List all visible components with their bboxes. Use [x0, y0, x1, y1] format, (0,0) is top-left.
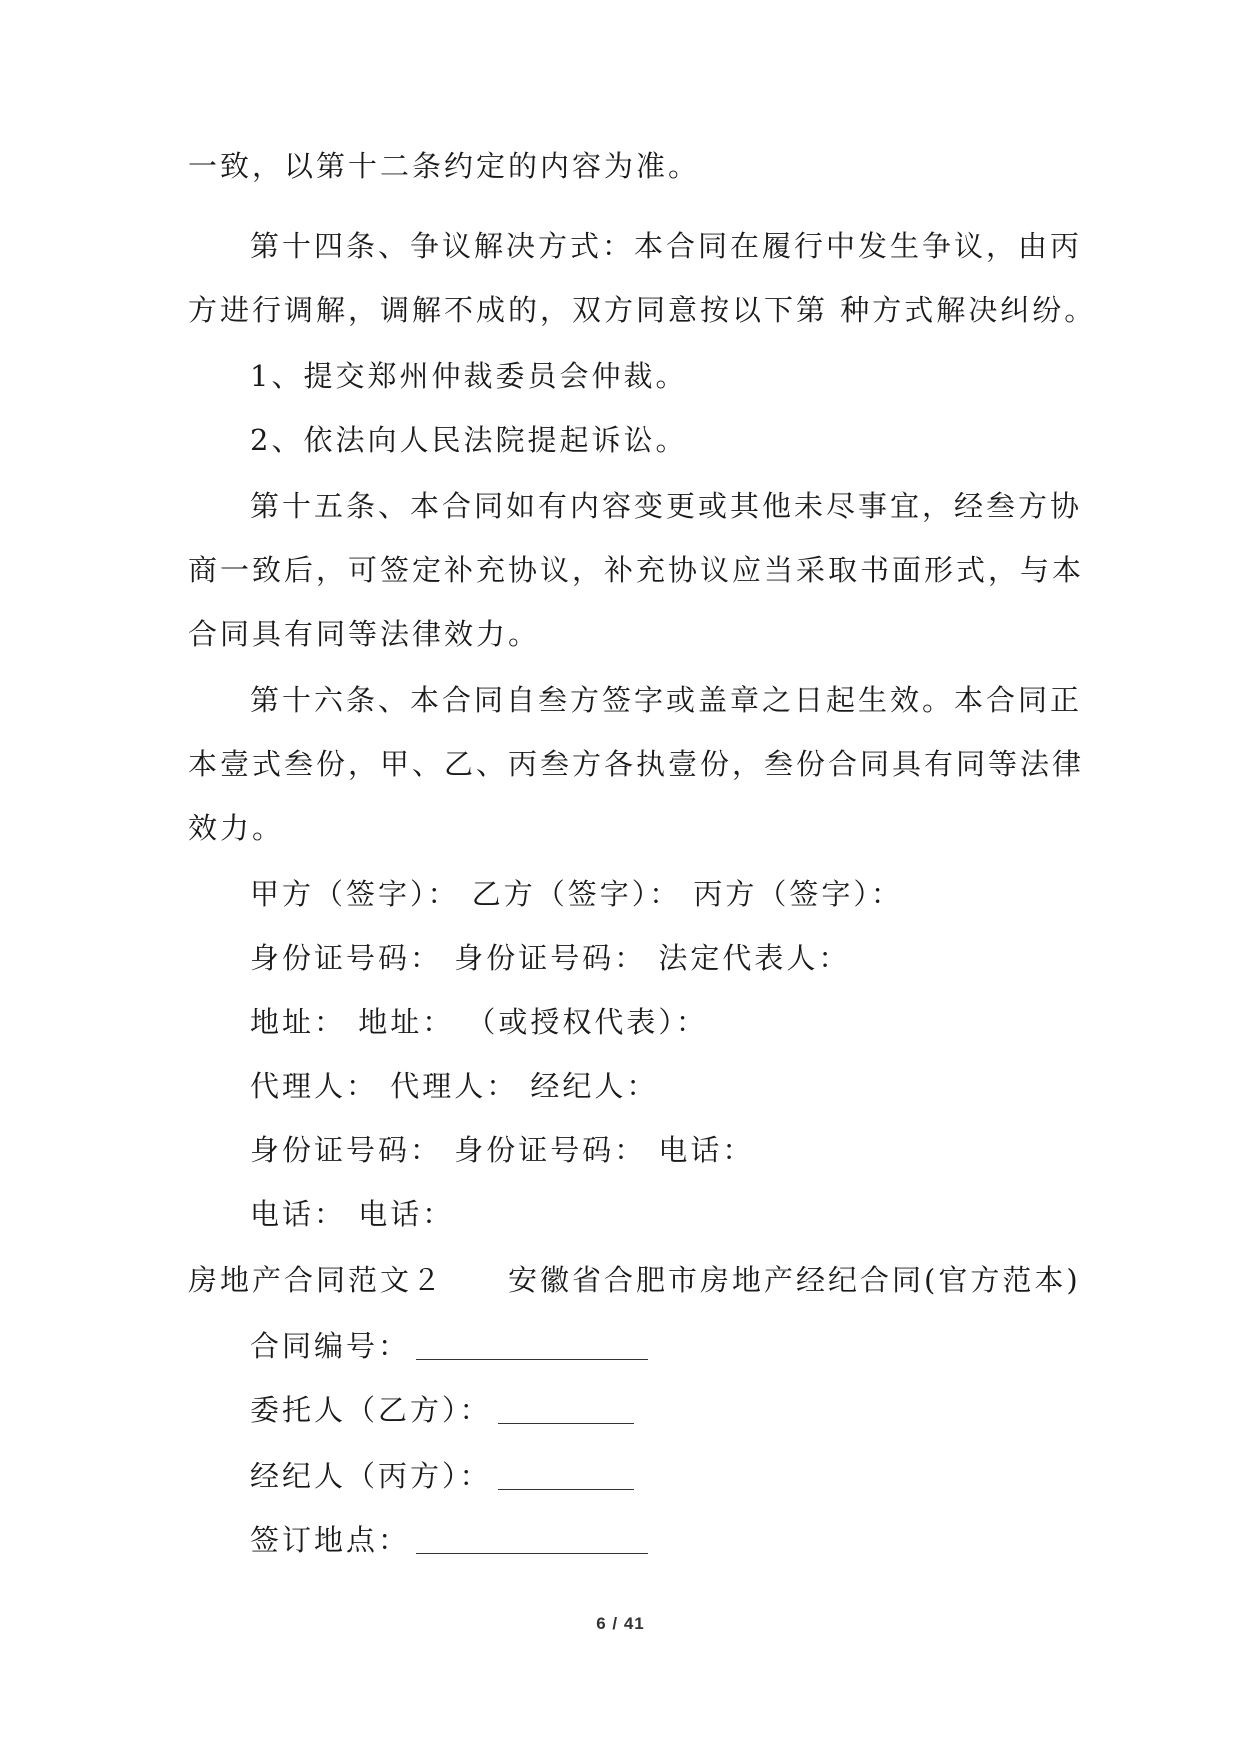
- article-14-heading: 第十四条、争议解决方式：本合同在履行中发生争议，由丙: [250, 229, 1083, 263]
- option-2: 2、依法向人民法院提起诉讼。: [250, 423, 688, 457]
- option-1: 1、提交郑州仲裁委员会仲裁。: [250, 359, 688, 393]
- form-field-client: [250, 1390, 634, 1430]
- signature-line: 身份证号码： 身份证号码： 法定代表人：: [250, 941, 851, 975]
- article-16-heading: 第十六条、本合同自叁方签字或盖章之日起生效。本合同正: [250, 683, 1083, 717]
- paragraph-line: 合同具有同等法律效力。: [188, 617, 541, 651]
- article-15-heading: 第十五条、本合同如有内容变更或其他未尽事宜，经叁方协: [250, 489, 1083, 523]
- signature-line: 地址： 地址： （或授权代表）：: [250, 1005, 708, 1039]
- field-label: 经纪人（丙方）：: [250, 1459, 492, 1493]
- field-label: 合同编号：: [250, 1329, 411, 1363]
- blank-line: [416, 1525, 648, 1554]
- paragraph-line: 本壹式叁份，甲、乙、丙叁方各执壹份，叁份合同具有同等法律: [188, 747, 1085, 781]
- form-field-contract-number: [250, 1326, 648, 1366]
- paragraph-line: 一致，以第十二条约定的内容为准。: [188, 149, 701, 183]
- signature-line: 代理人： 代理人： 经纪人：: [250, 1069, 659, 1103]
- paragraph-line: 方进行调解，调解不成的，双方同意按以下第 种方式解决纠纷。: [188, 293, 1097, 327]
- blank-line: [416, 1331, 648, 1360]
- blank-line: [498, 1461, 634, 1490]
- blank-line: [498, 1395, 634, 1424]
- field-label: 委托人（乙方）：: [250, 1393, 492, 1427]
- form-field-broker: [250, 1456, 634, 1496]
- page-number: 6 / 41: [596, 1614, 645, 1633]
- paragraph-line: 效力。: [188, 811, 285, 845]
- paragraph-line: 商一致后，可签定补充协议，补充协议应当采取书面形式，与本: [188, 553, 1085, 587]
- form-field-signing-place: [250, 1520, 648, 1560]
- signature-line: 身份证号码： 身份证号码： 电话：: [250, 1133, 755, 1167]
- section-title: 房地产合同范文２ 安徽省合肥市房地产经纪合同(官方范本): [188, 1263, 1081, 1297]
- signature-line: 甲方（签字）： 乙方（签字）： 丙方（签字）：: [250, 877, 903, 911]
- signature-line: 电话： 电话：: [250, 1197, 455, 1231]
- field-label: 签订地点：: [250, 1523, 411, 1557]
